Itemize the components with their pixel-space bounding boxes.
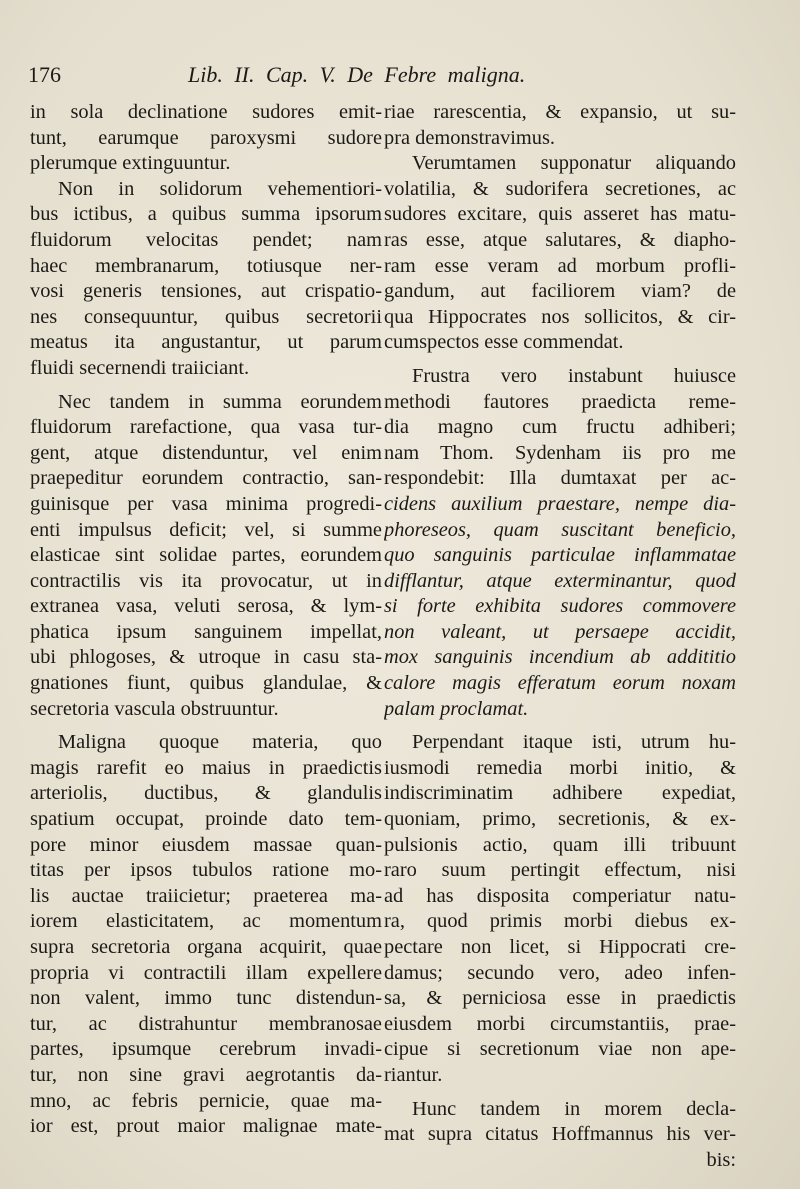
text-line: ad has disposita comperiatur natu- bbox=[384, 884, 736, 907]
quote-line: cidens auxilium praestare, nempe dia- bbox=[384, 492, 736, 515]
text-line: haec membranarum, totiusque ner- bbox=[30, 254, 382, 277]
text-line: enti impulsus deficit; vel, si summe bbox=[30, 518, 382, 541]
text-line: riae rarescentia, & expansio, ut su- bbox=[384, 101, 736, 123]
text-line: lis auctae traiicietur; praeterea ma- bbox=[30, 884, 382, 907]
text-line: praepeditur eorundem contractio, san- bbox=[30, 467, 382, 490]
text-line: bis: bbox=[706, 1148, 736, 1171]
text-line: contractilis vis ita provocatur, ut in bbox=[30, 569, 382, 592]
quote-line: phoreseos, quam suscitant beneficio, bbox=[384, 518, 736, 541]
text-line: supra secretoria organa acquirit, quae bbox=[30, 936, 382, 958]
text-line: eiusdem morbi circumstantiis, prae- bbox=[384, 1012, 736, 1035]
text-line: methodi fautores praedicta reme- bbox=[384, 390, 736, 413]
text-line: Maligna quoque materia, quo bbox=[58, 731, 382, 754]
right-column bbox=[384, 100, 736, 1173]
text-line: ior est, prout maior malignae mate- bbox=[30, 1115, 382, 1138]
text-line: Hunc tandem in morem decla- bbox=[412, 1097, 736, 1120]
text-line: cipue si secretionum viae non ape- bbox=[384, 1038, 736, 1061]
text-line: respondebit: Illa dumtaxat per ac- bbox=[384, 467, 736, 490]
text-line: Frustra vero instabunt huiusce bbox=[412, 364, 736, 387]
text-line: pra demonstravimus. bbox=[384, 126, 556, 149]
text-line: secretoria vascula obstruuntur. bbox=[30, 697, 279, 720]
text-line: raro suum pertingit effectum, nisi bbox=[384, 859, 736, 882]
text-line: pectare non licet, si Hippocrati cre- bbox=[384, 936, 736, 958]
text-line: gent, atque distenduntur, vel enim bbox=[30, 441, 382, 464]
text-line: elasticae sint solidae partes, eorundem bbox=[30, 544, 382, 567]
quote-line: palam proclamat. bbox=[384, 697, 529, 720]
quote-line: difflantur, atque exterminantur, quod bbox=[384, 569, 736, 592]
text-line: damus; secundo vero, adeo infen- bbox=[384, 961, 736, 984]
text-line: ram esse veram ad morbum profli- bbox=[384, 254, 736, 277]
text-line: extranea vasa, veluti serosa, & lym- bbox=[30, 595, 382, 618]
text-line: tunt, earumque paroxysmi sudore bbox=[30, 126, 382, 149]
quote-line: mox sanguinis incendium ab addititio bbox=[384, 646, 736, 669]
text-line: fluidorum rarefactione, qua vasa tur- bbox=[30, 416, 382, 439]
text-line: riantur. bbox=[384, 1063, 443, 1086]
text-line: propria vi contractili illam expellere bbox=[30, 961, 382, 984]
text-line: indiscriminatim adhibere expediat, bbox=[384, 782, 736, 805]
text-line: mno, ac febris pernicie, quae ma- bbox=[30, 1089, 382, 1112]
text-line: tur, non sine gravi aegrotantis da- bbox=[30, 1063, 382, 1086]
text-line: sa, & perniciosa esse in praedictis bbox=[384, 987, 736, 1010]
text-line: phatica ipsum sanguinem impellat, bbox=[30, 620, 382, 643]
quote-line: non valeant, ut persaepe accidit, bbox=[384, 620, 736, 643]
page-header bbox=[28, 60, 760, 96]
text-line: sudores excitare, quis asseret has matu- bbox=[384, 203, 736, 226]
text-line: vosi generis tensiones, aut crispatio- bbox=[30, 280, 382, 303]
text-line: Nec tandem in summa eorundem bbox=[58, 390, 382, 413]
text-line: ra, quod primis morbi diebus ex- bbox=[384, 910, 736, 933]
text-line: quoniam, primo, secretionis, & ex- bbox=[384, 808, 736, 831]
text-line: tur, ac distrahuntur membranosae bbox=[30, 1012, 382, 1035]
text-line: pore minor eiusdem massae quan- bbox=[30, 833, 382, 856]
text-line: iusmodi remedia morbi initio, & bbox=[384, 756, 736, 779]
quote-line: calore magis efferatum eorum noxam bbox=[384, 672, 736, 695]
text-line: volatilia, & sudorifera secretiones, ac bbox=[384, 177, 736, 200]
text-line: partes, ipsumque cerebrum invadi- bbox=[30, 1038, 382, 1061]
text-line: nam Thom. Sydenham iis pro me bbox=[384, 441, 736, 464]
text-line: mat supra citatus Hoffmannus his ver- bbox=[384, 1123, 736, 1146]
text-line: ras esse, atque salutares, & diapho- bbox=[384, 228, 736, 251]
text-line: nes consequuntur, quibus secretorii bbox=[30, 305, 382, 328]
text-line: plerumque extinguuntur. bbox=[30, 152, 231, 175]
text-line: gnationes fiunt, quibus glandulae, & bbox=[30, 672, 382, 695]
text-line: magis rarefit eo maius in praedictis bbox=[30, 756, 382, 779]
text-line: iorem elasticitatem, ac momentum bbox=[30, 910, 382, 933]
text-line: fluidorum velocitas pendet; nam bbox=[30, 228, 382, 251]
text-line: meatus ita angustantur, ut parum bbox=[30, 331, 382, 354]
text-line: in sola declinatione sudores emit- bbox=[30, 101, 382, 123]
text-line: cumspectos esse commendat. bbox=[384, 331, 624, 354]
quote-line: si forte exhibita sudores commovere bbox=[384, 595, 736, 618]
left-column bbox=[30, 100, 382, 1140]
running-title: Lib. II. Cap. V. De Febre maligna. bbox=[188, 62, 526, 87]
text-line: qua Hippocrates nos sollicitos, & cir- bbox=[384, 305, 736, 328]
quote-line: quo sanguinis particulae inflammatae bbox=[384, 544, 736, 567]
text-line: Perpendant itaque isti, utrum hu- bbox=[412, 731, 736, 754]
text-line: Verumtamen supponatur aliquando bbox=[412, 152, 736, 175]
text-line: titas per ipsos tubulos ratione mo- bbox=[30, 859, 382, 882]
text-line: dia magno cum fructu adhiberi; bbox=[384, 416, 736, 439]
text-line: gandum, aut faciliorem viam? de bbox=[384, 280, 736, 303]
page-number: 176 bbox=[28, 62, 61, 87]
text-line: bus ictibus, a quibus summa ipsorum bbox=[30, 203, 382, 226]
text-line: arteriolis, ductibus, & glandulis bbox=[30, 782, 382, 805]
text-line: non valent, immo tunc distendun- bbox=[30, 987, 382, 1010]
text-line: guinisque per vasa minima progredi- bbox=[30, 492, 382, 515]
text-line: fluidi secernendi traiiciant. bbox=[30, 356, 250, 379]
text-line: spatium occupat, proinde dato tem- bbox=[30, 808, 382, 831]
text-line: Non in solidorum vehementiori- bbox=[58, 177, 382, 200]
text-line: ubi phlogoses, & utroque in casu sta- bbox=[30, 646, 382, 669]
text-line: pulsionis actio, quam illi tribuunt bbox=[384, 833, 736, 856]
